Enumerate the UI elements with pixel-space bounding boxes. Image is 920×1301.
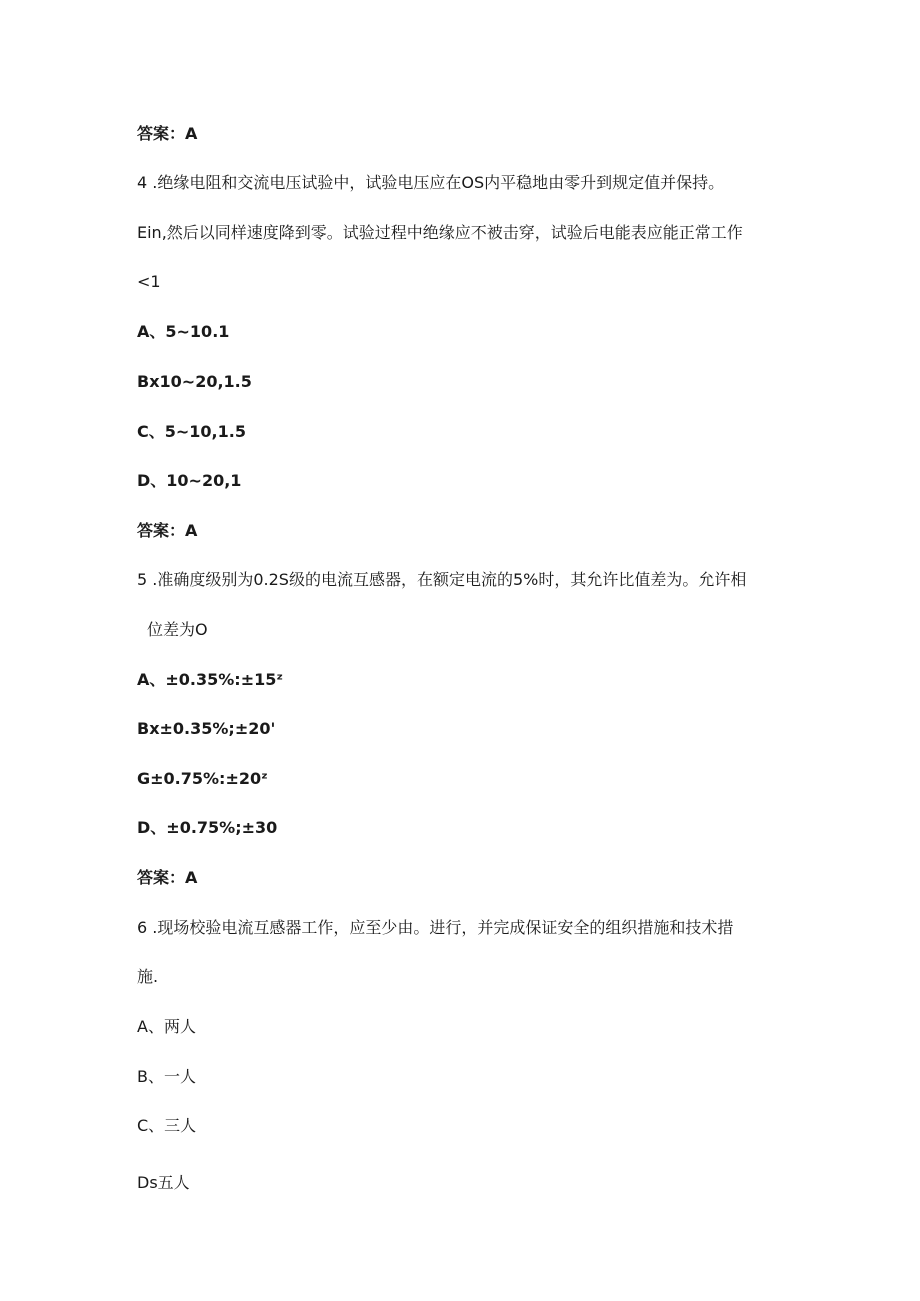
option-b: B、一人 — [137, 1067, 196, 1086]
option-a: A、5~10.1 — [137, 322, 230, 341]
option-d: D、±0.75%;±30 — [137, 818, 278, 837]
option-d: D、10~20,1 — [137, 471, 242, 490]
option-c: C、5~10,1.5 — [137, 422, 246, 441]
answer-line: 答案：A — [137, 868, 198, 887]
option-a: A、±0.35%:±15ᶻ — [137, 670, 284, 689]
option-d: Ds五人 — [137, 1173, 190, 1192]
answer-line: 答案：A — [137, 521, 198, 540]
question-4-text-cont: Ein,然后以同样速度降到零。试验过程中绝缘应不被击穿，试验后电能表应能正常工作 — [137, 223, 743, 242]
question-6-text-cont: 施. — [137, 967, 159, 986]
question-5-text: 5 .准确度级别为0.2S级的电流互感器，在额定电流的5%时，其允许比值差为。允许相 — [137, 570, 747, 589]
option-a: A、两人 — [137, 1017, 196, 1036]
question-6-text: 6 .现场校验电流互感器工作，应至少由。进行，并完成保证安全的组织措施和技术措 — [137, 918, 734, 937]
option-c: G±0.75%:±20ᶻ — [137, 769, 268, 788]
option-c: C、三人 — [137, 1116, 197, 1135]
question-4-text-end: <1 — [137, 272, 161, 291]
question-5-text-cont: 位差为O — [147, 620, 208, 639]
option-b: Bx10~20,1.5 — [137, 372, 252, 391]
option-b: Bx±0.35%;±20' — [137, 719, 276, 738]
question-4-text: 4 .绝缘电阻和交流电压试验中，试验电压应在OS内平稳地由零升到规定值并保持。 — [137, 173, 725, 192]
answer-line: 答案：A — [137, 124, 198, 143]
